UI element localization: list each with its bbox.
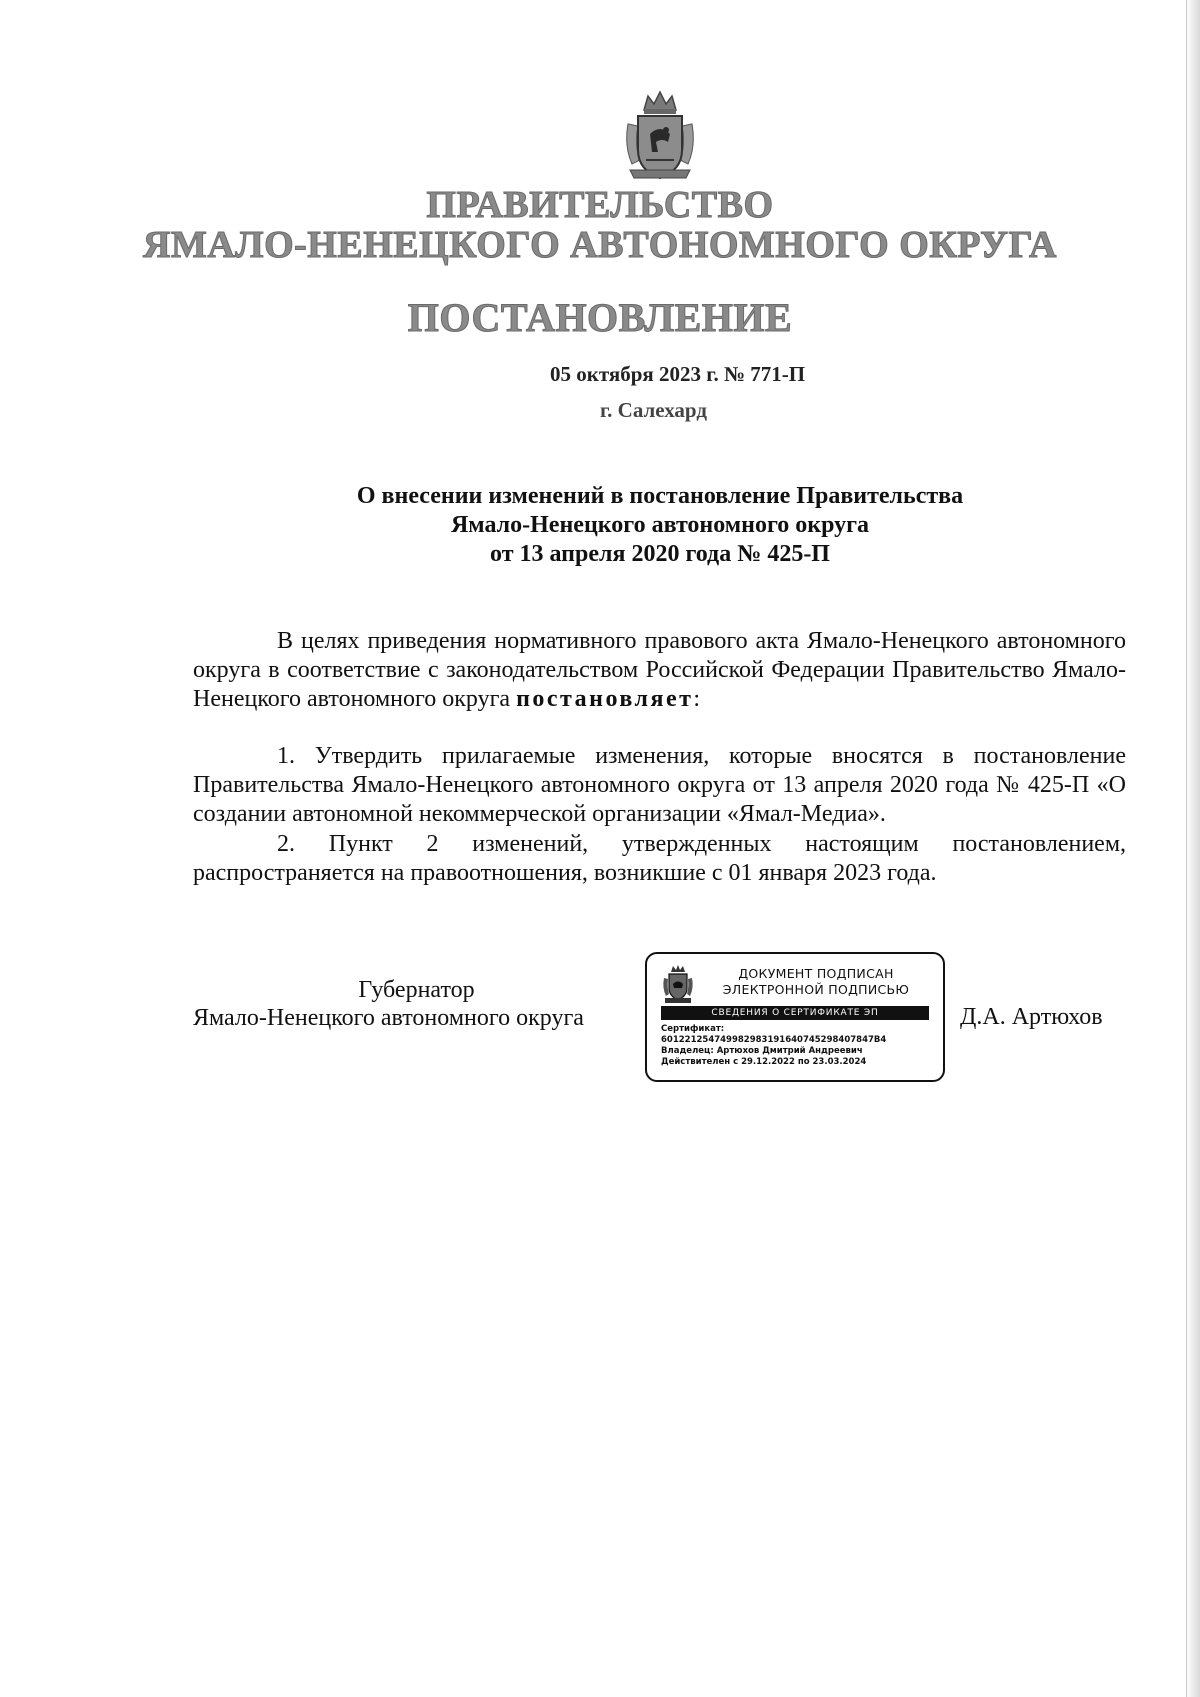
document-type-title: ПОСТАНОВЛЕНИЕ xyxy=(407,295,793,340)
stamp-heading-line2: ЭЛЕКТРОННОЙ ПОДПИСЬЮ xyxy=(722,982,910,997)
decree-city: г. Салехард xyxy=(600,398,707,422)
stamp-cert-number: 601221254749982983191640745298407847B4 xyxy=(661,1035,887,1045)
subject-line1: О внесении изменений в постановление Правительства xyxy=(356,483,964,509)
subject-line2: Ямало-Ненецкого автономного округа xyxy=(450,512,870,538)
stamp-owner: Владелец: Артюхов Дмитрий Андреевич xyxy=(661,1046,863,1056)
preamble-text: В целях приведения нормативного правового акта Ямало-Ненецкого автономного округа в соответствие с законодательством Российской Федерации Правительство Ямало-Ненецкого автономного округа xyxy=(193,628,1126,712)
preamble-end: : xyxy=(693,686,701,712)
item-1-paragraph xyxy=(193,742,1126,829)
signatory-position-line2: Ямало-Ненецкого автономного округа xyxy=(193,1005,584,1031)
coat-of-arms-icon xyxy=(622,90,698,182)
government-title-line1: ПРАВИТЕЛЬСТВО xyxy=(426,184,774,226)
stamp-coat-of-arms-icon xyxy=(661,964,695,1004)
item-1-text: 1. Утвердить прилагаемые изменения, которые вносятся в постановление Правительства Ямало-Ненецкого автономного округа от 13 апреля 2020 года № 425-П «О создании автономной некоммерческой организации «Ямал-Медиа». xyxy=(193,743,1126,827)
subject-line3: от 13 апреля 2020 года № 425-П xyxy=(490,541,830,567)
preamble-paragraph xyxy=(193,627,1126,714)
government-title-line2: ЯМАЛО-НЕНЕЦКОГО АВТОНОМНОГО ОКРУГА xyxy=(143,224,1057,266)
stamp-certificate-bar: СВЕДЕНИЯ О СЕРТИФИКАТЕ ЭП xyxy=(661,1006,929,1020)
item-2-text: 2. Пункт 2 изменений, утвержденных настоящим постановлением, распространяется на правоотношения, возникшие с 01 января 2023 года. xyxy=(193,831,1126,886)
signatory-name: Д.А. Артюхов xyxy=(960,1004,1103,1030)
signatory-position-line1: Губернатор xyxy=(358,977,475,1003)
decree-date-number: 05 октября 2023 г. № 771-П xyxy=(550,362,806,386)
stamp-validity: Действителен с 29.12.2022 по 23.03.2024 xyxy=(661,1057,867,1067)
item-2-paragraph xyxy=(193,830,1126,888)
stamp-heading-line1: ДОКУМЕНТ ПОДПИСАН xyxy=(738,966,894,981)
preamble-keyword: постановляет xyxy=(516,686,694,712)
decree-subject xyxy=(0,482,1200,569)
electronic-signature-stamp xyxy=(645,952,945,1082)
stamp-cert-label: Сертификат: xyxy=(661,1024,725,1034)
